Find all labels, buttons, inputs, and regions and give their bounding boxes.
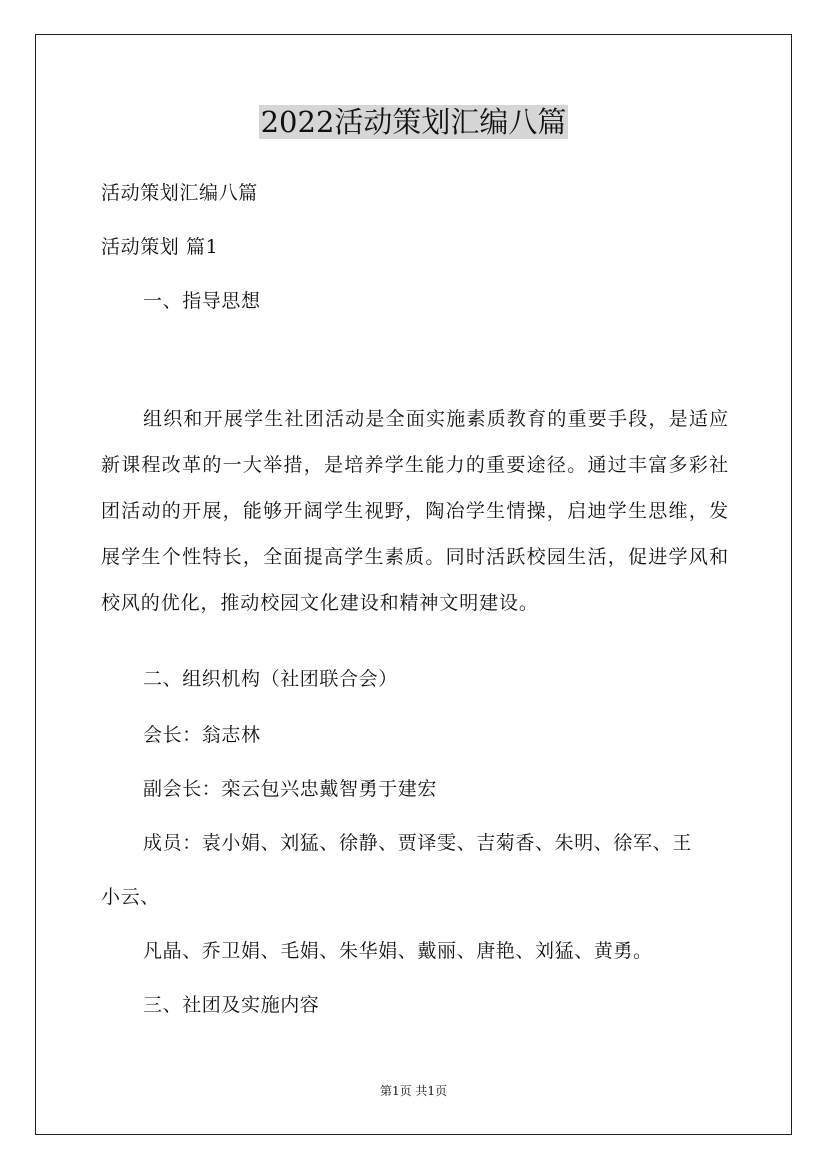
- members-line-1-continued: 小云、: [101, 886, 160, 908]
- document-title-text: 2022活动策划汇编八篇: [260, 105, 567, 139]
- subtitle: 活动策划汇编八篇: [101, 182, 258, 204]
- heading-clubs: 三、社团及实施内容: [143, 994, 320, 1016]
- heading-guiding-ideology: 一、指导思想: [143, 290, 261, 312]
- heading-organization: 二、组织机构（社团联合会）: [143, 668, 398, 690]
- vice-president-line: 副会长：栾云包兴忠戴智勇于建宏: [143, 778, 438, 800]
- president-line: 会长：翁志林: [143, 724, 261, 746]
- document-title: [0, 102, 827, 142]
- section-heading: 活动策划 篇1: [101, 236, 219, 258]
- members-line-1: 成员：袁小娟、刘猛、徐静、贾译雯、吉菊香、朱明、徐军、王: [143, 832, 692, 854]
- paragraph-guiding-ideology: 组织和开展学生社团活动是全面实施素质教育的重要手段，是适应新课程改革的一大举措，是培养学生能力的重要途径。通过丰富多彩社团活动的开展，能够开阔学生视野，陶冶学生情操，启迪学生思维，发展学生个性特长，全面提高学生素质。同时活跃校园生活，促进学风和校风的优化，推动校园文化建设和精神文明建设。: [101, 408, 729, 614]
- members-line-2: 凡晶、乔卫娟、毛娟、朱华娟、戴丽、唐艳、刘猛、黄勇。: [143, 940, 653, 962]
- page-footer: 第1页 共1页: [379, 1084, 448, 1098]
